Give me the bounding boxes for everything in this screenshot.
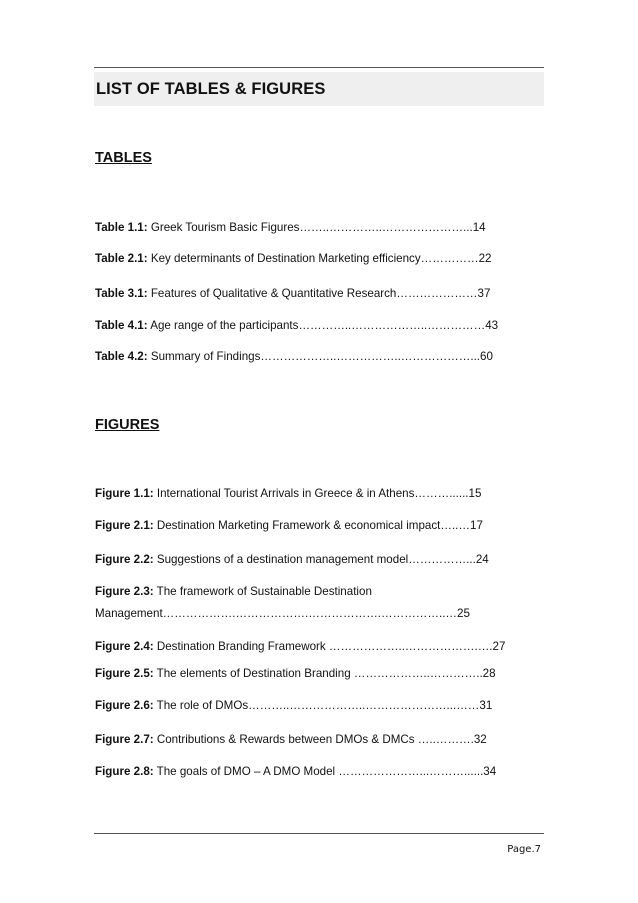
figure-entry bbox=[95, 764, 540, 780]
heading-band bbox=[94, 72, 544, 106]
entry-label: Figure 1.1: bbox=[95, 487, 154, 500]
entry-label: Figure 2.6: bbox=[95, 699, 154, 712]
figure-entry bbox=[95, 486, 540, 502]
figure-entry bbox=[95, 666, 540, 682]
entry-label: Figure 2.8: bbox=[95, 765, 154, 778]
table-entry bbox=[95, 318, 540, 334]
entry-label: Figure 2.7: bbox=[95, 733, 154, 746]
entry-text: Summary of Findings………………..……………..………………...60 bbox=[147, 350, 493, 363]
table-entry bbox=[95, 286, 540, 302]
entry-text: Suggestions of a destination management model……………...24 bbox=[153, 553, 489, 566]
table-entry bbox=[95, 220, 540, 236]
entry-label: Figure 2.5: bbox=[95, 667, 154, 680]
entry-label: Table 4.1: bbox=[95, 319, 148, 332]
entry-text: Features of Qualitative & Quantitative Research…………………37 bbox=[147, 287, 491, 300]
figure-entry bbox=[95, 639, 540, 655]
entry-text: Destination Marketing Framework & economical impact…..…17 bbox=[153, 519, 483, 532]
table-entry bbox=[95, 251, 540, 267]
entry-text: International Tourist Arrivals in Greece & in Athens………......15 bbox=[153, 487, 482, 500]
entry-label: Figure 2.3: bbox=[95, 585, 154, 598]
entry-label: Figure 2.2: bbox=[95, 553, 154, 566]
figure-entry bbox=[95, 518, 540, 534]
figure-entry-continuation: Management……………….……………….……………….……………..…25 bbox=[95, 607, 470, 620]
top-divider bbox=[94, 67, 544, 68]
tables-section-title: TABLES bbox=[95, 150, 152, 166]
entry-text: Key determinants of Destination Marketing efficiency……………22 bbox=[147, 252, 492, 265]
entry-text: Contributions & Rewards between DMOs & DMCs …..……….32 bbox=[153, 733, 487, 746]
figure-entry bbox=[95, 552, 540, 568]
figure-entry bbox=[95, 698, 540, 714]
entry-label: Table 2.1: bbox=[95, 252, 148, 265]
page-number: Page.7 bbox=[507, 844, 541, 855]
entry-text: The role of DMOs………..………………..…………………...……31 bbox=[153, 699, 493, 712]
entry-text: The goals of DMO – A DMO Model …………………...………......34 bbox=[153, 765, 497, 778]
entry-label: Table 4.2: bbox=[95, 350, 148, 363]
footer-divider bbox=[94, 833, 544, 834]
entry-label: Figure 2.1: bbox=[95, 519, 154, 532]
table-entry bbox=[95, 349, 540, 365]
entry-text: The elements of Destination Branding ………………..…………..28 bbox=[153, 667, 496, 680]
entry-text: Greek Tourism Basic Figures……..…………..…………………...14 bbox=[147, 221, 486, 234]
entry-text: The framework of Sustainable Destination bbox=[153, 585, 372, 598]
figure-entry bbox=[95, 732, 540, 748]
entry-label: Table 1.1: bbox=[95, 221, 148, 234]
figures-section-title: FIGURES bbox=[95, 417, 160, 433]
page-title: LIST OF TABLES & FIGURES bbox=[96, 80, 326, 98]
entry-label: Figure 2.4: bbox=[95, 640, 154, 653]
figure-entry bbox=[95, 584, 540, 600]
entry-label: Table 3.1: bbox=[95, 287, 148, 300]
entry-text: Destination Branding Framework ………………..……………….….27 bbox=[153, 640, 506, 653]
entry-text: Age range of the participants…………..………………..……………43 bbox=[147, 319, 499, 332]
